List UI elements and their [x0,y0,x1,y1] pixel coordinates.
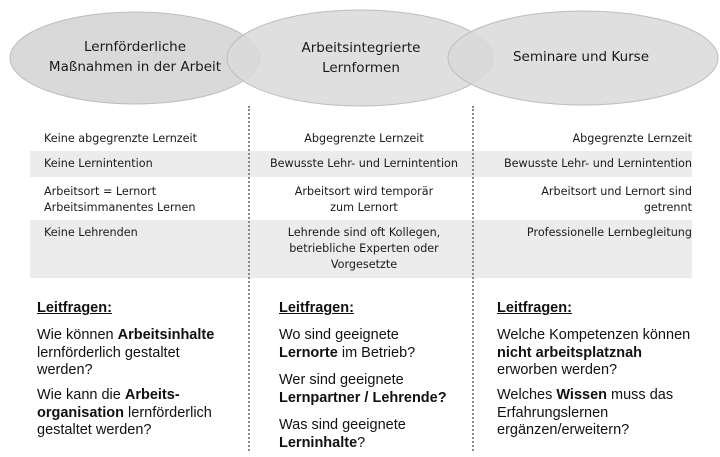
row1-col1: Keine abgegrenzte Lernzeit [44,132,198,145]
q-text: lernförderlich gestaltet [37,344,180,361]
row2-col1: Keine Lernintention [44,157,153,170]
row2-col3: Bewusste Lehr- und Lernintention [503,157,692,170]
q-keyword: Wissen [556,387,608,403]
q-text: werden? [37,362,93,378]
row1-col2: Abgegrenzte Lernzeit [304,132,424,145]
leitfragen-label: Leitfragen [497,300,568,316]
question-col1-2 [37,387,247,440]
q-text: Was sind geeignete [279,417,406,433]
row3-col1 [44,184,244,216]
row2-col2: Bewusste Lehr- und Lernintention [269,157,458,170]
question-col2-3 [279,417,469,452]
q-text: im Betrieb? [337,344,416,361]
leitfragen-label: Leitfragen [37,300,108,316]
question-col3-2 [497,387,707,440]
leitfragen-heading-col2 [279,300,354,316]
ellipse-left-line1: Lernförderliche [84,39,186,55]
row3-col1-line1: Arbeitsort = Lernort [44,185,157,198]
row3-col2-line2: zum Lernort [330,201,398,214]
leitfragen-label: Leitfragen [279,300,350,316]
q-keyword: organisation [37,404,125,421]
q-text: Wie kann die [37,387,125,403]
row4-col2 [258,225,470,273]
leitfragen-heading-col1 [37,300,112,316]
leitfragen-heading-col3 [497,300,572,316]
ellipse-middle-line1: Arbeitsintegrierte [301,40,421,56]
ellipse-middle-line2: Lernformen [322,60,400,76]
q-text: Welches [497,387,557,403]
row1-col3: Abgegrenzte Lernzeit [572,132,692,145]
row4-col1: Keine Lehrenden [44,226,138,239]
column-divider-1 [248,106,250,451]
q-text: lernförderlich [124,404,212,421]
q-text: Wo sind geeignete [279,327,399,343]
q-keyword: Arbeitsinhalte [117,327,215,343]
q-text: ergänzen/erweitern? [497,422,630,438]
q-keyword: nicht arbeitsplatznah [497,344,643,361]
ellipse-middle-title [256,38,466,78]
ellipse-left-title [30,37,240,77]
row3-col3-line1: Arbeitsort und Lernort sind [541,185,692,198]
q-text: Wie können [37,327,118,343]
row4-col2-line1: Lehrende sind oft Kollegen, [287,226,441,239]
q-text: muss das [607,387,674,403]
q-keyword: Lernorte [279,344,338,361]
row4-col2-line2: betriebliche Experten oder [289,242,439,255]
question-col2-1 [279,327,469,362]
row3-col3-line2: getrennt [643,201,692,214]
row3-col1-line2: Arbeitsimmanentes Lernen [44,201,196,214]
q-text: erworben werden? [497,362,618,378]
q-text: ? [357,434,366,451]
row3-col2 [258,184,470,216]
row4-col3: Professionelle Lernbegleitung [526,226,692,239]
leitfragen-colon: : [567,300,572,316]
ellipse-left-line2: Maßnahmen in der Arbeit [48,59,222,75]
q-keyword: Lernpartner / Lehrende? [279,389,447,406]
q-keyword: Lerninhalte [279,434,358,451]
ellipse-right-title [476,47,686,67]
q-text: Wer sind geeignete [279,372,404,388]
q-text: Welche Kompetenzen können [497,327,691,343]
column-divider-2 [472,106,474,451]
row3-col2-line1: Arbeitsort wird temporär [294,185,434,198]
ellipse-right-line1: Seminare und Kurse [512,49,650,65]
question-col3-1 [497,327,707,380]
q-text: Erfahrungslernen [497,404,609,421]
question-col1-1 [37,327,242,380]
question-col2-2 [279,372,469,407]
row3-col3 [486,184,692,216]
leitfragen-colon: : [107,300,112,316]
q-keyword: Arbeits- [124,387,180,403]
row4-col2-line3: Vorgesetzte [330,258,398,271]
leitfragen-colon: : [349,300,354,316]
q-text: gestaltet werden? [37,422,152,438]
